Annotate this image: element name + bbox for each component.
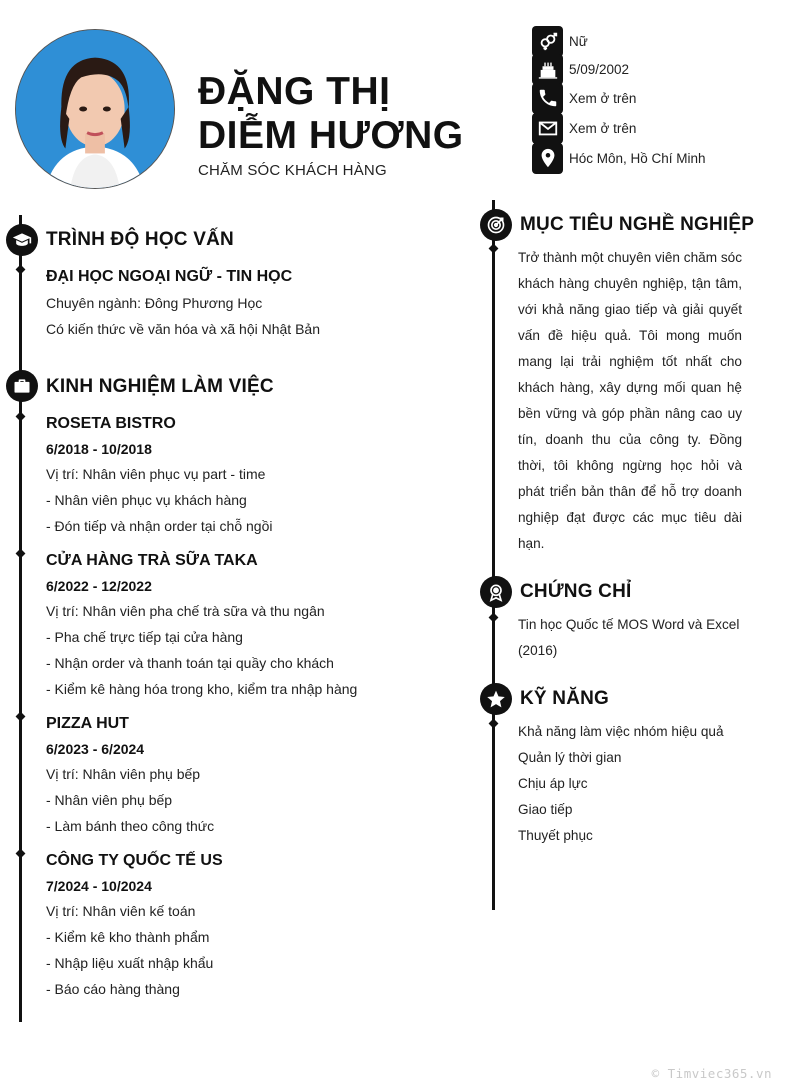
timeline-marker: [16, 712, 26, 722]
job-company: ROSETA BISTRO: [46, 415, 176, 432]
contact-email-text: Xem ở trên: [569, 120, 637, 136]
objective-text: Trở thành một chuyên viên chăm sóc khách hàng chuyên nghiệp, tận tâm, với khả năng giao tiếp và giải quyết vấn đề hiệu quả. Tôi mong muốn mang lại trải nghiệm tốt nhất cho khách hàng, xây dựng mối quan hệ bền vững và góp phần nâng cao uy tín, doanh thu của công ty. Đồng thời, tôi không ngừng học hỏi và phát triển bản thân để hỗ trợ doanh nghiệp đạt được các mục tiêu dài hạn.: [518, 250, 742, 551]
skill-item: Giao tiếp: [518, 802, 573, 817]
briefcase-icon: [6, 370, 38, 402]
job-company: CỬA HÀNG TRÀ SỮA TAKA: [46, 552, 258, 569]
contact-gender: [532, 26, 792, 56]
contact-phone: [532, 83, 792, 113]
location-icon: [532, 143, 563, 174]
contact-birthday-text: 5/09/2002: [569, 61, 630, 77]
objective-title: MỤC TIÊU NGHỀ NGHIỆP: [520, 214, 755, 235]
timeline-marker: [16, 265, 26, 275]
timeline-marker: [489, 244, 499, 254]
contact-address-text: Hóc Môn, Hồ Chí Minh: [569, 150, 706, 166]
contact-phone-text: Xem ở trên: [569, 90, 637, 106]
contact-birthday: [532, 54, 792, 84]
skill-item: Quản lý thời gian: [518, 750, 622, 765]
contact-address: [532, 143, 792, 173]
timeline-marker: [16, 412, 26, 422]
job-detail: - Nhận order và thanh toán tại quầy cho khách: [46, 655, 334, 671]
job-detail: Vị trí: Nhân viên phụ bếp: [46, 766, 201, 782]
job-detail: Vị trí: Nhân viên phục vụ part - time: [46, 466, 266, 482]
job-period: 7/2024 - 10/2024: [46, 878, 152, 894]
award-icon: [480, 576, 512, 608]
certificates-title: CHỨNG CHỈ: [520, 581, 632, 602]
education-title: TRÌNH ĐỘ HỌC VẤN: [46, 229, 234, 250]
certificate-item: Tin học Quốc tế MOS Word và Excel (2016): [518, 617, 740, 658]
timeline-marker: [16, 849, 26, 859]
job-company: CÔNG TY QUỐC TẾ US: [46, 852, 223, 869]
job-detail: - Làm bánh theo công thức: [46, 818, 215, 834]
watermark: © Timviec365.vn: [651, 1066, 772, 1081]
gender-icon: [532, 26, 563, 57]
left-timeline: [19, 215, 22, 1022]
timeline-marker: [489, 719, 499, 729]
job-detail: - Nhân viên phụ bếp: [46, 792, 173, 808]
email-icon: [532, 113, 563, 144]
job-period: 6/2022 - 12/2022: [46, 578, 152, 594]
experience-title: KINH NGHIỆM LÀM VIỆC: [46, 376, 274, 397]
job-detail: - Kiểm kê hàng hóa trong kho, kiểm tra nhập hàng: [46, 681, 358, 697]
right-timeline: [492, 200, 495, 910]
job-detail: - Pha chế trực tiếp tại cửa hàng: [46, 629, 243, 645]
phone-icon: [532, 83, 563, 114]
timeline-marker: [489, 613, 499, 623]
birthday-cake-icon: [532, 54, 563, 85]
graduation-cap-icon: [6, 224, 38, 256]
name-line-1: ĐẶNG THỊ: [198, 70, 391, 113]
job-detail: - Báo cáo hàng thàng: [46, 981, 180, 997]
job-detail: - Đón tiếp và nhận order tại chỗ ngồi: [46, 518, 273, 534]
job-period: 6/2018 - 10/2018: [46, 441, 152, 457]
skill-item: Chịu áp lực: [518, 776, 588, 791]
skill-item: Khả năng làm việc nhóm hiệu quả: [518, 724, 724, 739]
job-period: 6/2023 - 6/2024: [46, 741, 145, 757]
school-name: ĐẠI HỌC NGOẠI NGỮ - TIN HỌC: [46, 268, 293, 285]
star-icon: [480, 683, 512, 715]
education-note: Có kiến thức về văn hóa và xã hội Nhật Bản: [46, 321, 320, 337]
job-detail: Vị trí: Nhân viên pha chế trà sữa và thu ngân: [46, 603, 325, 619]
job-detail: - Nhân viên phục vụ khách hàng: [46, 492, 247, 508]
candidate-name: [198, 70, 464, 158]
profile-photo: [15, 29, 175, 189]
job-detail: Vị trí: Nhân viên kế toán: [46, 903, 196, 919]
job-company: PIZZA HUT: [46, 715, 129, 732]
contact-email: [532, 113, 792, 143]
contact-gender-text: Nữ: [569, 33, 588, 49]
job-detail: - Nhập liệu xuất nhập khẩu: [46, 955, 214, 971]
skills-title: KỸ NĂNG: [520, 688, 610, 709]
job-detail: - Kiểm kê kho thành phẩm: [46, 929, 210, 945]
job-title: CHĂM SÓC KHÁCH HÀNG: [198, 162, 387, 179]
skill-item: Thuyết phục: [518, 828, 593, 843]
education-major: Chuyên ngành: Đông Phương Học: [46, 295, 263, 311]
name-line-2: DIỄM HƯƠNG: [198, 114, 464, 157]
timeline-marker: [16, 549, 26, 559]
target-icon: [480, 209, 512, 241]
